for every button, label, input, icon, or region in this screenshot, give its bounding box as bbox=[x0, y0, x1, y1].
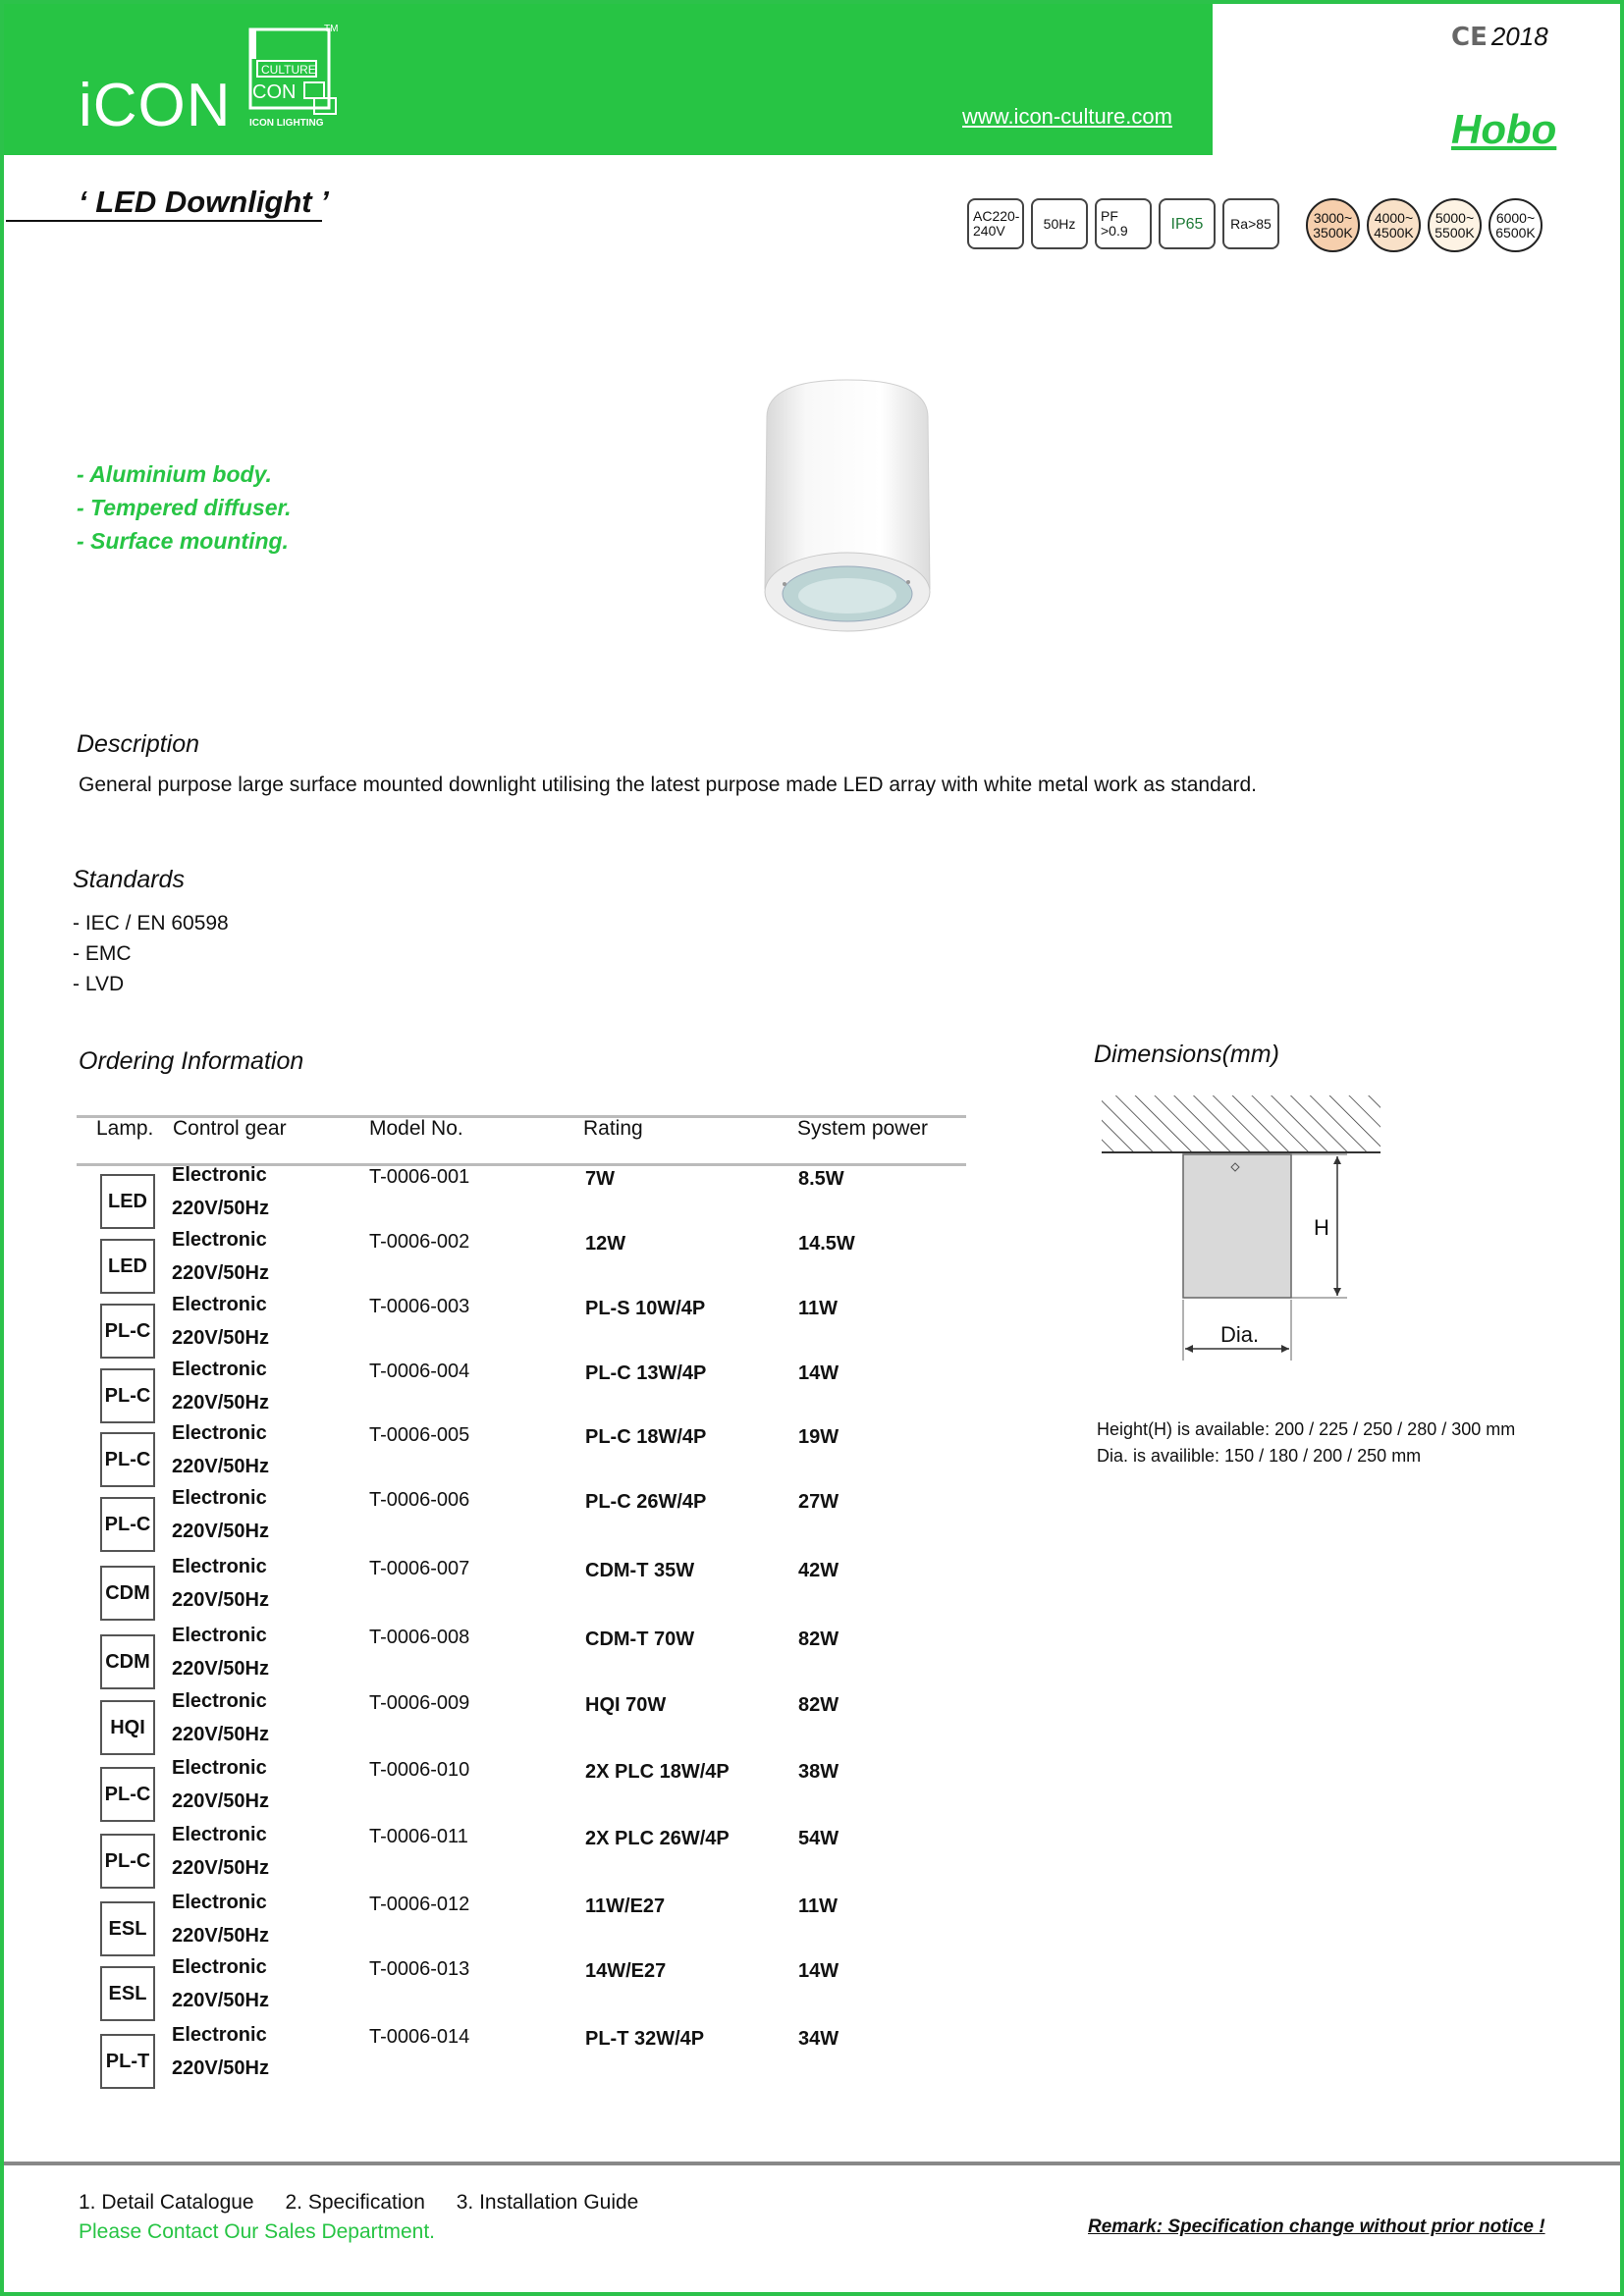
lamp-type-box: PL-C bbox=[100, 1432, 155, 1487]
logo-text-icon-lighting: ICON LIGHTING bbox=[249, 118, 324, 129]
title-underline bbox=[6, 220, 322, 222]
control-gear-type: Electronic bbox=[172, 1229, 267, 1251]
lamp-type-box: ESL bbox=[100, 1901, 155, 1956]
column-header-model: Model No. bbox=[369, 1117, 463, 1140]
system-power-value: 82W bbox=[798, 1629, 839, 1650]
lamp-type-box: PL-C bbox=[100, 1834, 155, 1889]
standard-item: - LVD bbox=[73, 973, 125, 995]
table-row bbox=[77, 1422, 966, 1487]
cct-badge-6000 bbox=[1489, 198, 1543, 252]
model-number: T-0006-002 bbox=[369, 1231, 470, 1253]
rating-value: 11W/E27 bbox=[585, 1896, 666, 1917]
lamp-type-box: PL-T bbox=[100, 2034, 155, 2089]
control-gear-type: Electronic bbox=[172, 1164, 267, 1186]
spec-badges bbox=[967, 198, 1279, 249]
rating-value: PL-S 10W/4P bbox=[585, 1298, 706, 1319]
footer-links bbox=[79, 2191, 664, 2215]
feature-list bbox=[77, 457, 292, 558]
system-power-value: 11W bbox=[798, 1896, 839, 1917]
height-label: H bbox=[1314, 1215, 1329, 1240]
rating-value: CDM-T 35W bbox=[585, 1560, 695, 1581]
control-gear-type: Electronic bbox=[172, 1690, 267, 1712]
lamp-type-box: ESL bbox=[100, 1966, 155, 2021]
table-row bbox=[77, 1294, 966, 1359]
frequency-badge bbox=[1031, 198, 1088, 249]
ip-rating-label: IP65 bbox=[1170, 215, 1204, 233]
lamp-type-box: PL-C bbox=[100, 1767, 155, 1822]
model-number: T-0006-010 bbox=[369, 1759, 470, 1781]
control-gear-voltage: 220V/50Hz bbox=[172, 1198, 269, 1219]
control-gear-type: Electronic bbox=[172, 1956, 267, 1978]
control-gear-type: Electronic bbox=[172, 1757, 267, 1779]
control-gear-type: Electronic bbox=[172, 1487, 267, 1509]
system-power-value: 42W bbox=[798, 1560, 839, 1581]
control-gear-type: Electronic bbox=[172, 2024, 267, 2046]
product-type-title: ‘ LED Downlight ’ bbox=[79, 185, 329, 219]
column-header-control-gear: Control gear bbox=[173, 1117, 287, 1140]
lamp-type-box: CDM bbox=[100, 1634, 155, 1689]
footer-link-detail-catalogue[interactable]: 1. Detail Catalogue bbox=[79, 2191, 254, 2214]
table-row bbox=[77, 1164, 966, 1229]
rating-value: PL-C 18W/4P bbox=[585, 1426, 707, 1448]
cct-label: 4000~ 4500K bbox=[1374, 209, 1414, 240]
control-gear-voltage: 220V/50Hz bbox=[172, 2057, 269, 2079]
dimension-notes bbox=[1097, 1416, 1515, 1469]
control-gear-type: Electronic bbox=[172, 1892, 267, 1913]
table-row bbox=[77, 2024, 966, 2089]
control-gear-type: Electronic bbox=[172, 1422, 267, 1444]
control-gear-voltage: 220V/50Hz bbox=[172, 1327, 269, 1349]
cct-badge-3000 bbox=[1306, 198, 1360, 252]
control-gear-type: Electronic bbox=[172, 1359, 267, 1380]
table-row bbox=[77, 1956, 966, 2021]
cct-label: 3000~ 3500K bbox=[1313, 209, 1353, 240]
cct-label: 5000~ 5500K bbox=[1435, 209, 1475, 240]
website-link[interactable]: www.icon-culture.com bbox=[962, 104, 1172, 129]
catalogue-year: 2018 bbox=[1490, 22, 1548, 51]
cct-label: 6000~ 6500K bbox=[1495, 209, 1536, 240]
model-number: T-0006-014 bbox=[369, 2026, 470, 2048]
standard-item: - EMC bbox=[73, 942, 132, 965]
logo-text-con: CON bbox=[252, 81, 297, 103]
brand-wordmark: iCON bbox=[79, 72, 232, 139]
system-power-value: 54W bbox=[798, 1828, 839, 1849]
model-number: T-0006-009 bbox=[369, 1692, 470, 1714]
lamp-type-box: LED bbox=[100, 1174, 155, 1229]
lamp-type-box: PL-C bbox=[100, 1304, 155, 1359]
feature-item: - Aluminium body. bbox=[77, 461, 272, 487]
feature-item: - Surface mounting. bbox=[77, 528, 289, 554]
lamp-type-box: HQI bbox=[100, 1700, 155, 1755]
rating-value: PL-C 13W/4P bbox=[585, 1362, 707, 1384]
cct-badge-4000 bbox=[1367, 198, 1421, 252]
control-gear-voltage: 220V/50Hz bbox=[172, 1262, 269, 1284]
control-gear-voltage: 220V/50Hz bbox=[172, 1521, 269, 1542]
model-number: T-0006-003 bbox=[369, 1296, 470, 1317]
standard-item: - IEC / EN 60598 bbox=[73, 912, 229, 934]
ip-rating-badge bbox=[1159, 198, 1216, 249]
column-header-rating: Rating bbox=[583, 1117, 643, 1140]
cri-label: Ra>85 bbox=[1230, 215, 1272, 232]
rating-value: PL-C 26W/4P bbox=[585, 1491, 707, 1513]
system-power-value: 19W bbox=[798, 1426, 839, 1448]
logo-text-culture: CULTURE bbox=[261, 63, 316, 77]
system-power-value: 34W bbox=[798, 2028, 839, 2050]
diameter-availability: Dia. is availible: 150 / 180 / 200 / 250 mm bbox=[1097, 1446, 1422, 1466]
system-power-value: 14W bbox=[798, 1362, 839, 1384]
control-gear-voltage: 220V/50Hz bbox=[172, 1456, 269, 1477]
ce-year bbox=[1451, 22, 1548, 52]
model-number: T-0006-008 bbox=[369, 1627, 470, 1648]
rating-value: 2X PLC 26W/4P bbox=[585, 1828, 730, 1849]
control-gear-type: Electronic bbox=[172, 1294, 267, 1315]
system-power-value: 38W bbox=[798, 1761, 839, 1783]
control-gear-voltage: 220V/50Hz bbox=[172, 1589, 269, 1611]
lamp-type-box: LED bbox=[100, 1239, 155, 1294]
table-row bbox=[77, 1690, 966, 1755]
rating-value: 2X PLC 18W/4P bbox=[585, 1761, 730, 1783]
power-factor-badge bbox=[1095, 198, 1152, 249]
voltage-badge bbox=[967, 198, 1024, 249]
cct-badge-5000 bbox=[1428, 198, 1482, 252]
lamp-type-box: CDM bbox=[100, 1566, 155, 1621]
table-row bbox=[77, 1359, 966, 1423]
lamp-type-box: PL-C bbox=[100, 1368, 155, 1423]
model-number: T-0006-005 bbox=[369, 1424, 470, 1446]
control-gear-voltage: 220V/50Hz bbox=[172, 1724, 269, 1745]
table-row bbox=[77, 1556, 966, 1621]
system-power-value: 14.5W bbox=[798, 1233, 855, 1255]
standards-list bbox=[73, 908, 229, 999]
rating-value: CDM-T 70W bbox=[585, 1629, 695, 1650]
feature-item: - Tempered diffuser. bbox=[77, 495, 292, 520]
table-row bbox=[77, 1229, 966, 1294]
table-row bbox=[77, 1487, 966, 1552]
footer-link-specification[interactable]: 2. Specification bbox=[285, 2191, 425, 2214]
description-title: Description bbox=[77, 730, 200, 758]
dimension-diagram bbox=[1090, 1090, 1384, 1374]
rating-value: PL-T 32W/4P bbox=[585, 2028, 705, 2050]
system-power-value: 11W bbox=[798, 1298, 839, 1319]
diameter-label: Dia. bbox=[1220, 1322, 1260, 1347]
product-name: Hobo bbox=[1451, 106, 1557, 152]
model-number: T-0006-011 bbox=[369, 1826, 468, 1847]
column-header-lamp: Lamp. bbox=[96, 1117, 154, 1140]
height-availability: Height(H) is available: 200 / 225 / 250 / 280 / 300 mm bbox=[1097, 1419, 1516, 1439]
frequency-label: 50Hz bbox=[1043, 215, 1076, 232]
table-row bbox=[77, 1824, 966, 1889]
system-power-value: 14W bbox=[798, 1960, 839, 1982]
icon-culture-logo bbox=[245, 22, 344, 130]
footer-remark: Remark: Specification change without prior notice ! bbox=[1088, 2216, 1545, 2237]
description-text: General purpose large surface mounted downlight utilising the latest purpose made LED array with white metal work as standard. bbox=[79, 774, 1257, 796]
rating-value: HQI 70W bbox=[585, 1694, 667, 1716]
system-power-value: 27W bbox=[798, 1491, 839, 1513]
model-number: T-0006-007 bbox=[369, 1558, 470, 1579]
table-row bbox=[77, 1625, 966, 1689]
product-photo bbox=[761, 378, 933, 643]
dimensions-title: Dimensions(mm) bbox=[1094, 1041, 1279, 1068]
control-gear-type: Electronic bbox=[172, 1824, 267, 1845]
system-power-value: 82W bbox=[798, 1694, 839, 1716]
model-number: T-0006-013 bbox=[369, 1958, 470, 1980]
model-number: T-0006-004 bbox=[369, 1361, 470, 1382]
cri-badge bbox=[1222, 198, 1279, 249]
system-power-value: 8.5W bbox=[798, 1168, 844, 1190]
control-gear-voltage: 220V/50Hz bbox=[172, 1857, 269, 1879]
footer-link-installation-guide[interactable]: 3. Installation Guide bbox=[456, 2191, 639, 2214]
control-gear-voltage: 220V/50Hz bbox=[172, 1790, 269, 1812]
control-gear-type: Electronic bbox=[172, 1625, 267, 1646]
control-gear-voltage: 220V/50Hz bbox=[172, 1658, 269, 1680]
model-number: T-0006-001 bbox=[369, 1166, 470, 1188]
control-gear-type: Electronic bbox=[172, 1556, 267, 1577]
rating-value: 7W bbox=[585, 1168, 615, 1190]
table-row bbox=[77, 1757, 966, 1822]
control-gear-voltage: 220V/50Hz bbox=[172, 1925, 269, 1947]
control-gear-voltage: 220V/50Hz bbox=[172, 1990, 269, 2011]
model-number: T-0006-012 bbox=[369, 1894, 470, 1915]
rating-value: 12W bbox=[585, 1233, 626, 1255]
footer-divider bbox=[4, 2162, 1620, 2165]
lamp-type-box: PL-C bbox=[100, 1497, 155, 1552]
model-number: T-0006-006 bbox=[369, 1489, 470, 1511]
rating-value: 14W/E27 bbox=[585, 1960, 667, 1982]
column-header-system-power: System power bbox=[797, 1117, 929, 1140]
table-row bbox=[77, 1892, 966, 1956]
control-gear-voltage: 220V/50Hz bbox=[172, 1392, 269, 1414]
footer-contact: Please Contact Our Sales Department. bbox=[79, 2220, 436, 2243]
power-factor-label: PF >0.9 bbox=[1101, 208, 1128, 239]
logo-trademark: TM bbox=[324, 24, 339, 34]
ordering-title: Ordering Information bbox=[79, 1047, 304, 1075]
ce-mark-icon: CE bbox=[1451, 23, 1488, 52]
color-temperature-badges bbox=[1306, 198, 1543, 252]
standards-title: Standards bbox=[73, 866, 185, 893]
voltage-label: AC220- 240V bbox=[973, 208, 1020, 239]
